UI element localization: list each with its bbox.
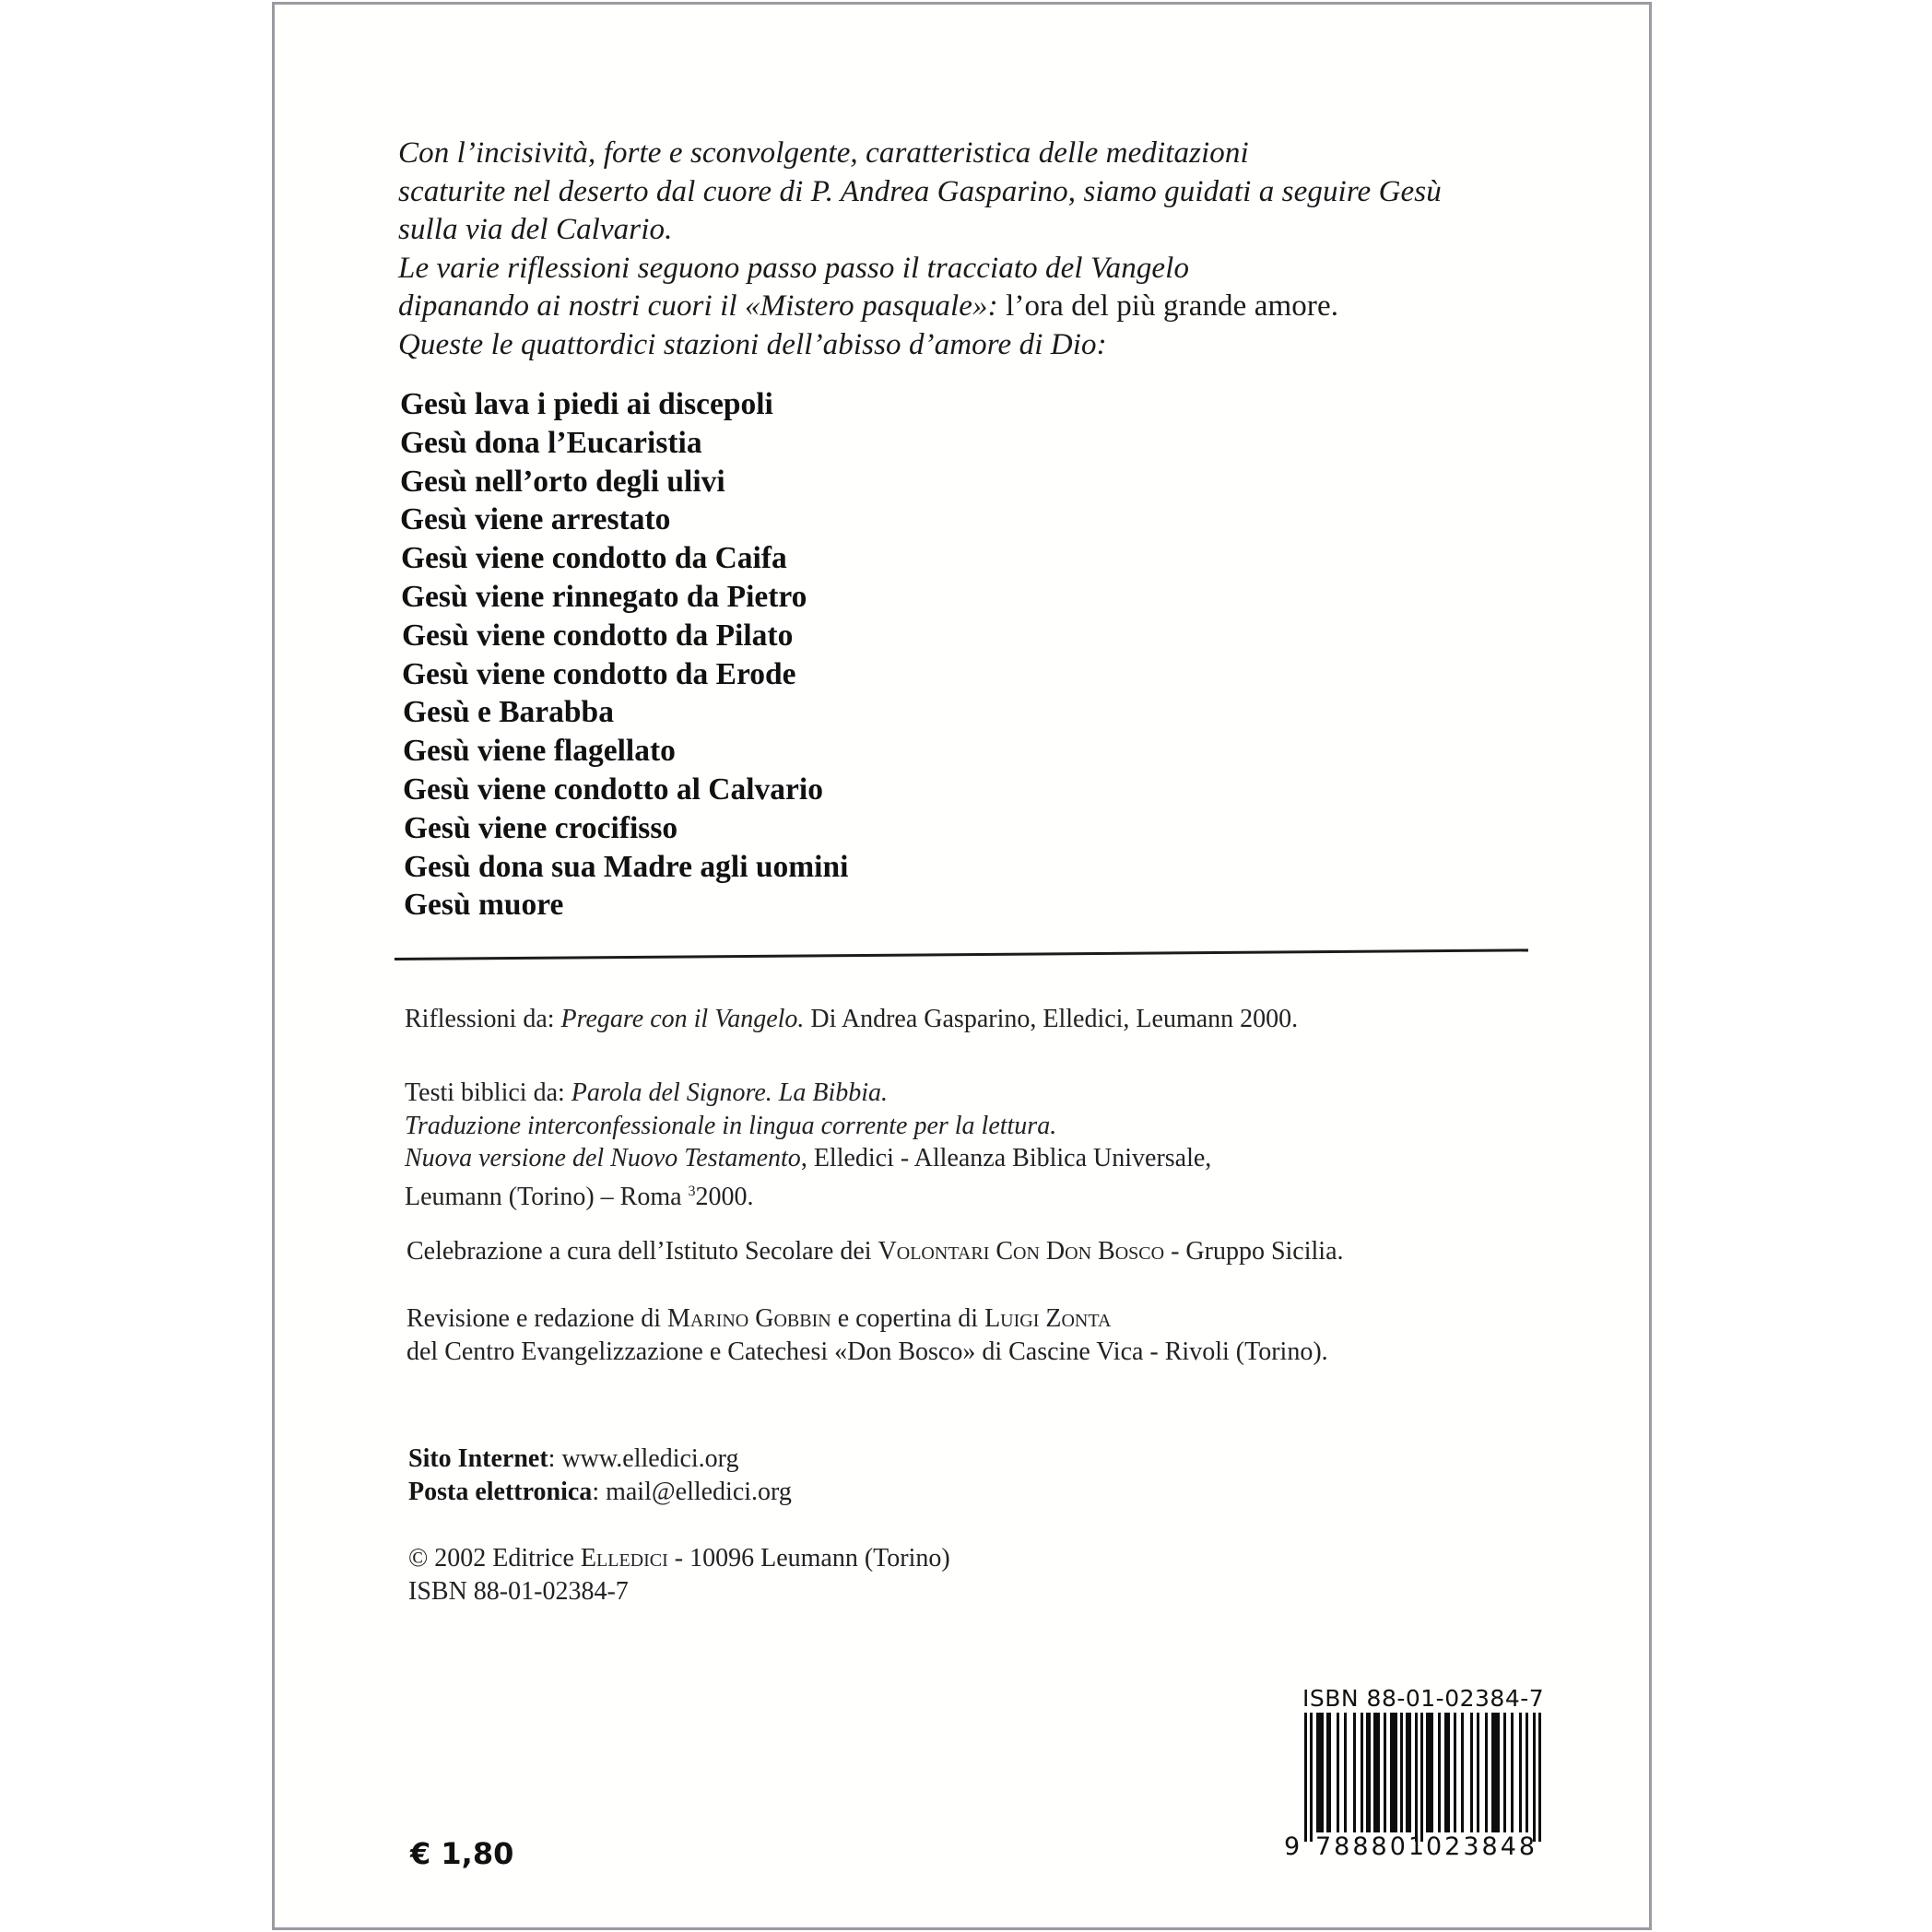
intro-line <box>398 135 1442 173</box>
credit-testi-biblici <box>405 1077 1211 1213</box>
organization-name: Volontari Con Don Bosco <box>878 1237 1165 1266</box>
price-label: € 1,80 <box>410 1836 514 1871</box>
credit-text: Revisione e redazione di <box>406 1304 668 1333</box>
station-item: Gesù viene condotto da Pilato <box>402 618 794 653</box>
intro-line <box>398 326 1442 365</box>
credit-line <box>405 1142 1211 1175</box>
email-link[interactable]: mail@elledici.org <box>606 1477 792 1506</box>
credit-line <box>406 1302 1328 1336</box>
credit-line: Traduzione interconfessionale in lingua corrente per la lettura. <box>405 1111 1057 1140</box>
cover-artist-name: Luigi Zonta <box>984 1304 1112 1333</box>
credit-text: Di Andrea Gasparino, Elledici, Leumann 2000. <box>804 1005 1299 1033</box>
station-item: Gesù viene flagellato <box>403 734 676 769</box>
credit-book-title: Nuova versione del Nuovo Testamento <box>405 1144 801 1172</box>
credit-text: Celebrazione a cura dell’Istituto Secolare dei <box>406 1237 878 1266</box>
credit-line <box>405 1175 1211 1214</box>
intro-line <box>398 288 1442 326</box>
credit-revisione <box>406 1302 1328 1368</box>
intro-text: Con l’incisività, forte e sconvolgente, caratteristica delle meditazioni <box>398 136 1249 170</box>
isbn-text: ISBN 88-01-02384-7 <box>408 1576 629 1606</box>
edition-superscript: 3 <box>688 1183 696 1199</box>
station-item: Gesù muore <box>404 888 564 923</box>
copyright-block <box>408 1542 950 1608</box>
credit-label: Testi biblici da: <box>405 1078 571 1107</box>
credit-book-title: Pregare con il Vangelo. <box>560 1005 805 1033</box>
editor-name: Marino Gobbin <box>667 1304 831 1333</box>
credit-riflessioni <box>405 1003 1298 1036</box>
intro-text: dipanando ai nostri cuori il «Mistero pasquale»: <box>398 289 1007 323</box>
credit-label: Riflessioni da: <box>405 1005 561 1033</box>
intro-text: scaturite nel deserto dal cuore di P. Andrea Gasparino, siamo guidati a seguire Gesù <box>398 174 1442 208</box>
publisher-name: Elledici <box>580 1544 668 1573</box>
credit-text: e copertina di <box>831 1304 985 1333</box>
station-item: Gesù viene condotto da Caifa <box>401 541 787 576</box>
station-item: Gesù viene arrestato <box>400 502 671 537</box>
intro-paragraph <box>398 135 1442 364</box>
separator-colon: : <box>592 1477 607 1506</box>
station-item: Gesù lava i piedi ai discepoli <box>400 387 773 421</box>
credit-text: 2000. <box>695 1182 754 1211</box>
intro-text: Le varie riflessioni seguono passo passo il tracciato del Vangelo <box>398 251 1190 285</box>
credit-text: Leumann (Torino) – Roma <box>405 1182 689 1211</box>
station-item: Gesù dona l’Eucaristia <box>400 425 702 460</box>
intro-text: Queste le quattordici stazioni dell’abisso d’amore di Dio: <box>398 327 1107 361</box>
intro-text-roman: l’ora del più grande amore. <box>1006 289 1339 323</box>
credit-line: del Centro Evangelizzazione e Catechesi «Don Bosco» di Cascine Vica - Rivoli (Torino). <box>406 1337 1328 1366</box>
credit-celebrazione <box>406 1235 1344 1268</box>
credit-line <box>405 1003 1298 1036</box>
website-label: Sito Internet <box>408 1444 548 1473</box>
copyright-line <box>408 1542 950 1575</box>
intro-line <box>398 173 1442 212</box>
credit-text: , Elledici - Alleanza Biblica Universale, <box>800 1144 1212 1172</box>
credit-text: - Gruppo Sicilia. <box>1164 1237 1344 1266</box>
barcode-bars-icon <box>1295 1713 1553 1846</box>
contacts <box>408 1443 792 1508</box>
station-item: Gesù viene condotto al Calvario <box>403 772 823 807</box>
stations-list <box>400 385 848 925</box>
email-line <box>408 1476 792 1509</box>
station-item: Gesù nell’orto degli ulivi <box>400 464 725 499</box>
intro-line <box>398 211 1442 250</box>
separator-colon: : <box>548 1444 562 1473</box>
copyright-text: © 2002 Editrice <box>408 1544 581 1573</box>
credit-book-title: Parola del Signore. La Bibbia. <box>571 1078 889 1107</box>
website-line <box>408 1443 792 1476</box>
station-item: Gesù viene condotto da Erode <box>402 656 796 691</box>
credit-line <box>406 1235 1344 1268</box>
station-item: Gesù e Barabba <box>403 695 614 730</box>
intro-line <box>398 250 1442 289</box>
copyright-text: - 10096 Leumann (Torino) <box>667 1544 950 1573</box>
barcode-lead-digit: 9 <box>1284 1832 1303 1861</box>
barcode-digits-left: 788801 <box>1315 1832 1428 1861</box>
website-link[interactable]: www.elledici.org <box>561 1444 739 1473</box>
station-item: Gesù dona sua Madre agli uomini <box>404 849 849 884</box>
barcode-isbn-label: ISBN 88-01-02384-7 <box>1302 1685 1545 1712</box>
isbn-barcode <box>1284 1685 1553 1869</box>
station-item: Gesù viene rinnegato da Pietro <box>401 579 807 614</box>
email-label: Posta elettronica <box>408 1477 593 1506</box>
barcode-digits-right: 023848 <box>1426 1832 1538 1861</box>
intro-text: sulla via del Calvario. <box>398 213 673 246</box>
credit-line <box>405 1077 1211 1110</box>
station-item: Gesù viene crocifisso <box>404 810 678 845</box>
